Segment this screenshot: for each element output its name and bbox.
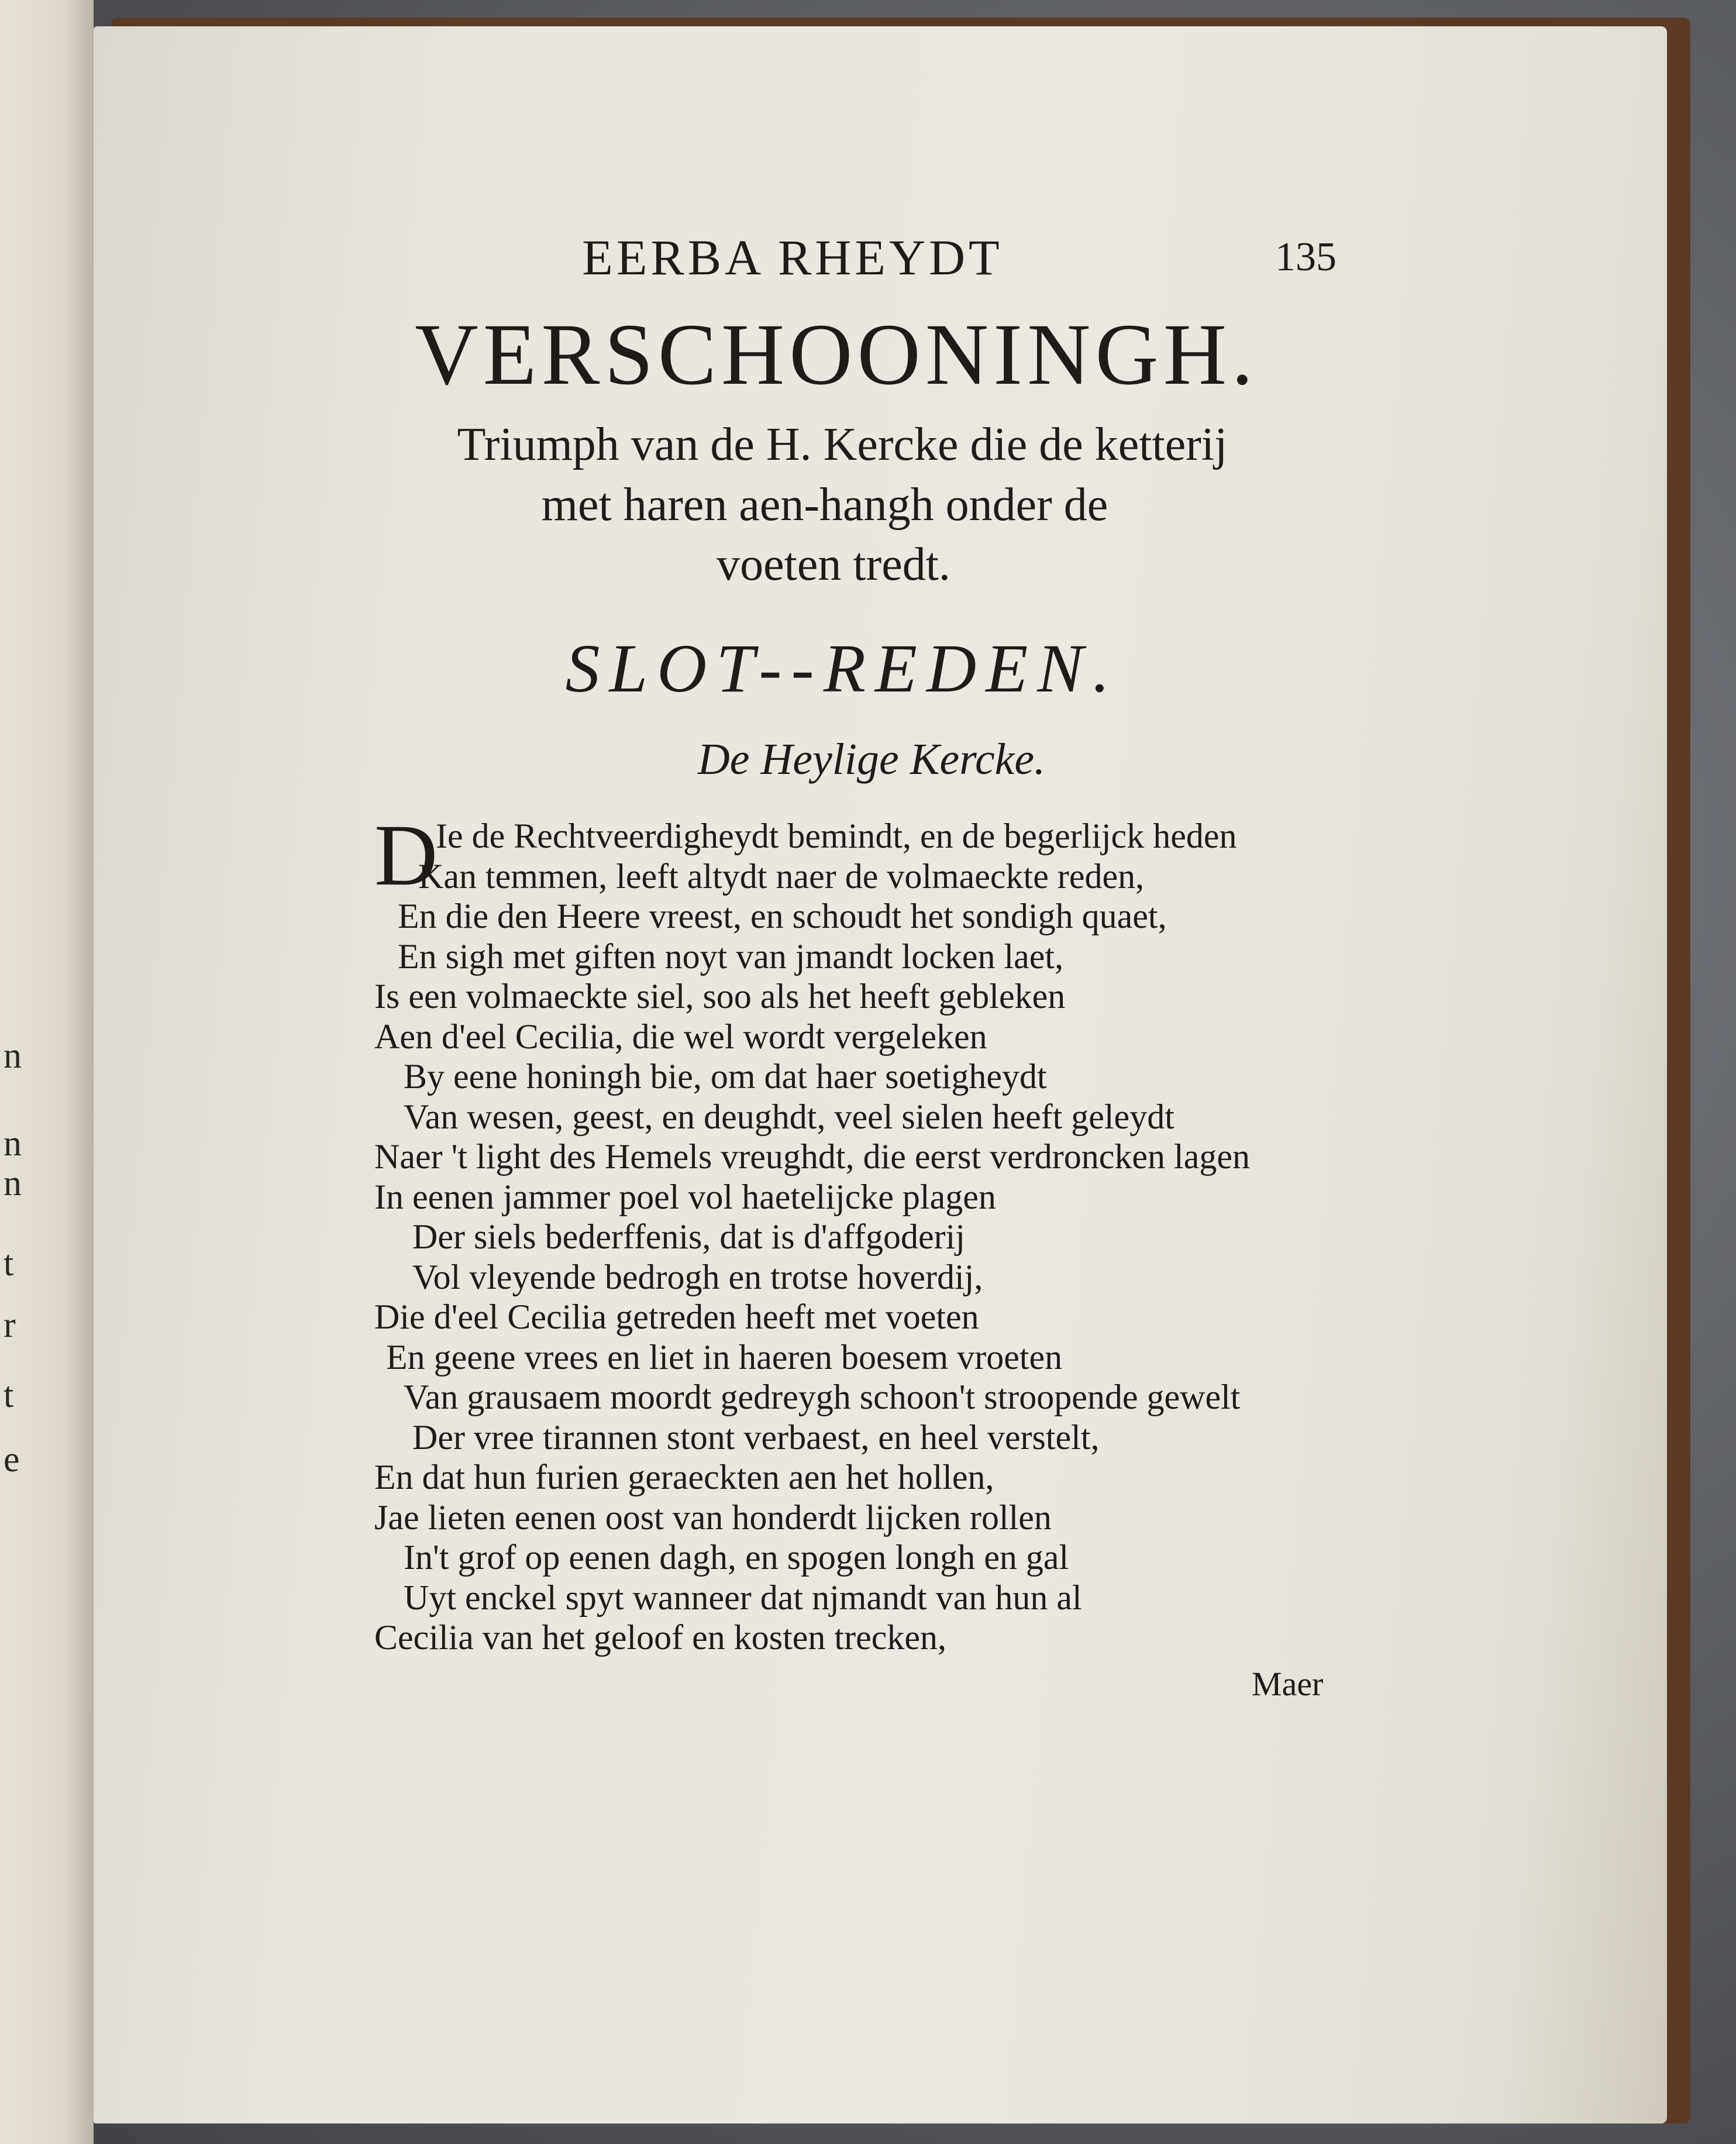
poem-line: Ie de Rechtveerdigheydt bemindt, en de begerlijck heden [436, 817, 1237, 855]
left-page-fragment: n [4, 1124, 22, 1164]
poem-line: Vol vleyende bedrogh en trotse hoverdij, [412, 1257, 983, 1296]
subtitle-line: met haren aen-hangh onder de [541, 479, 1108, 531]
section-title: SLOT--REDEN. [565, 630, 1120, 707]
poem-line: Is een volmaeckte siel, soo als het heeft gebleken [374, 977, 1066, 1016]
poem-line: In eenen jammer poel vol haetelijcke plagen [374, 1177, 996, 1216]
subtitle-line: voeten tredt. [717, 539, 950, 590]
page-number: 135 [1275, 235, 1337, 280]
poem-line: Aen d'eel Cecilia, die wel wordt vergeleken [374, 1017, 987, 1056]
header-line: EERBA RHEYDT [582, 229, 1003, 285]
poem-line: En sigh met giften noyt van jmandt locken laet, [398, 937, 1064, 976]
poem-line: In't grof op eenen dagh, en spogen longh en gal [404, 1538, 1069, 1577]
poem-line: Cecilia van het geloof en kosten trecken, [374, 1618, 946, 1657]
catchword: Maer [1252, 1665, 1324, 1703]
subtitle-line: Triumph van de H. Kercke die de ketterij [457, 419, 1228, 470]
drop-cap: D [374, 807, 438, 904]
poem-line: En dat hun furien geraeckten aen het hollen, [374, 1458, 994, 1496]
poem-line: Kan temmen, leeft altydt naer de volmaeckte reden, [418, 856, 1145, 896]
left-page-fragment: n [4, 1036, 22, 1076]
left-page-fragment: t [4, 1244, 14, 1283]
left-page-fragment: n [4, 1164, 22, 1203]
poem-line: Der vree tirannen stont verbaest, en heel verstelt, [412, 1417, 1100, 1457]
page-title: VERSCHOONINGH. [415, 306, 1258, 403]
poem-line: En geene vrees en liet in haeren boesem vroeten [386, 1337, 1063, 1376]
poem-line: Die d'eel Cecilia getreden heeft met voeten [374, 1298, 979, 1336]
poem-line: Jae lieten eenen oost van honderdt lijcken rollen [374, 1498, 1052, 1537]
left-page-fragment: e [4, 1440, 20, 1479]
left-page-fragment: t [4, 1375, 14, 1415]
poem-line: By eene honingh bie, om dat haer soetigheydt [404, 1057, 1047, 1096]
poem-line: Der siels bederffenis, dat is d'affgoderij [412, 1217, 965, 1256]
speaker-heading: De Heylige Kercke. [697, 735, 1046, 784]
poem-line: Uyt enckel spyt wanneer dat njmandt van hun al [404, 1578, 1082, 1617]
poem-line: Van wesen, geest, en deughdt, veel sielen heeft geleydt [404, 1097, 1174, 1136]
poem-line: Naer 't light des Hemels vreughdt, die eerst verdroncken lagen [374, 1137, 1250, 1176]
poem-line: En die den Heere vreest, en schoudt het sondigh quaet, [398, 897, 1167, 935]
poem-line: Van grausaem moordt gedreygh schoon't stroopende gewelt [404, 1378, 1241, 1416]
left-page-fragment: r [4, 1305, 16, 1345]
left-page-edge [0, 0, 94, 2144]
